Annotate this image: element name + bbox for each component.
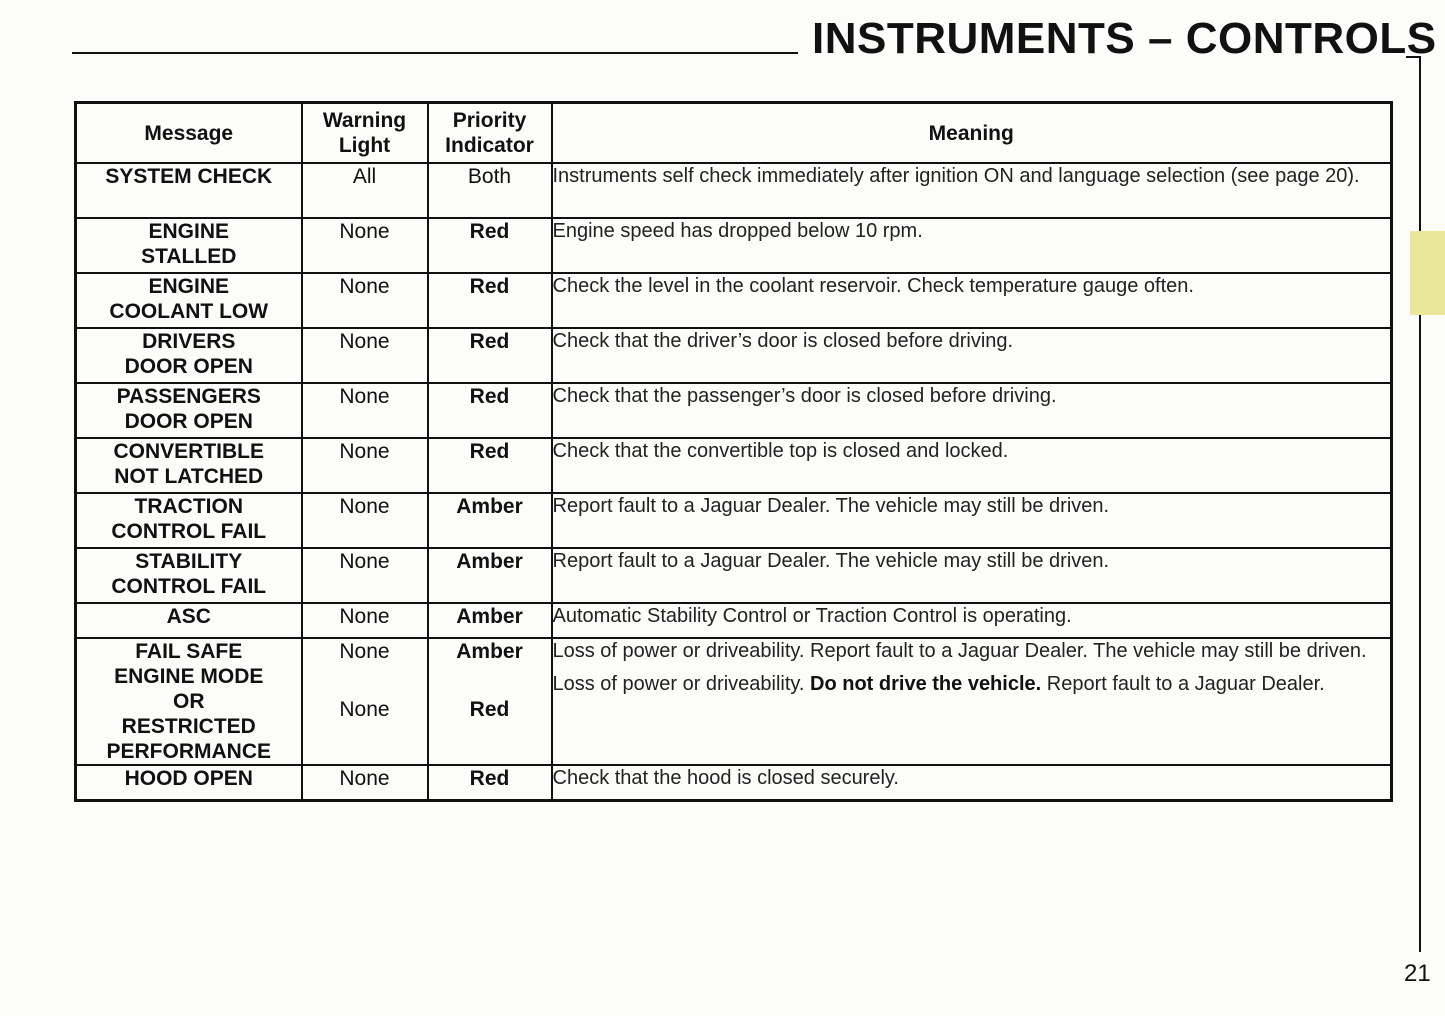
message-line: ASC: [166, 605, 211, 628]
header-priority-indicator: [428, 103, 552, 164]
header-rule: [72, 52, 798, 54]
warning-light-cell: None: [302, 548, 428, 603]
message-line: DRIVERS: [142, 330, 236, 353]
meaning-cell: Report fault to a Jaguar Dealer. The vehicle may still be driven.: [552, 493, 1392, 548]
message-cell: [76, 328, 302, 383]
meaning-text-with-emphasis: [553, 672, 1391, 697]
warning-light-cell: None: [302, 218, 428, 273]
table-row: [76, 493, 1392, 548]
message-line: HOOD OPEN: [124, 767, 253, 790]
table-row: [76, 218, 1392, 273]
message-line: COOLANT LOW: [109, 300, 269, 323]
message-cell: [76, 493, 302, 548]
warning-light-cell: None: [302, 383, 428, 438]
message-line: DOOR OPEN: [124, 410, 253, 433]
warning-light-cell: None: [302, 765, 428, 801]
warning-light-cell: None: [302, 438, 428, 493]
priority-value: Amber: [456, 640, 523, 663]
table-header-row: [76, 103, 1392, 164]
page-title: INSTRUMENTS – CONTROLS: [812, 14, 1437, 63]
priority-cell: Red: [428, 218, 552, 273]
spacer: [553, 664, 1391, 672]
spacer: [303, 664, 427, 697]
margin-rule: [1419, 56, 1421, 952]
table-row: [76, 765, 1392, 801]
message-cell: [76, 548, 302, 603]
message-cell: [76, 273, 302, 328]
header-meaning: Meaning: [552, 103, 1392, 164]
warning-light-cell: All: [302, 163, 428, 218]
message-cell: [76, 163, 302, 218]
message-line: PASSENGERS: [116, 385, 261, 408]
message-line: PERFORMANCE: [106, 740, 271, 763]
warning-light-cell: None: [302, 493, 428, 548]
table-row: [76, 163, 1392, 218]
meaning-cell: Engine speed has dropped below 10 rpm.: [552, 218, 1392, 273]
table-row: [76, 603, 1392, 638]
meaning-text-part: Loss of power or driveability.: [552, 673, 805, 695]
message-line: RESTRICTED: [121, 715, 256, 738]
message-cell: [76, 638, 302, 765]
message-line: FAIL SAFE: [135, 640, 243, 663]
header-priority-line: Indicator: [445, 134, 534, 157]
message-line: DOOR OPEN: [124, 355, 253, 378]
priority-cell: Both: [428, 163, 552, 218]
message-line: ENGINE: [148, 275, 229, 298]
meaning-warning-emphasis: Do not drive the vehicle.: [810, 673, 1042, 695]
priority-cell: Amber: [428, 548, 552, 603]
table-row: [76, 383, 1392, 438]
header-warning-light: [302, 103, 428, 164]
meaning-cell: Check the level in the coolant reservoir. Check temperature gauge often.: [552, 273, 1392, 328]
header-message: Message: [76, 103, 302, 164]
message-line: ENGINE: [148, 220, 229, 243]
section-tab-marker: [1410, 231, 1445, 315]
warning-light-cell: None: [302, 273, 428, 328]
meaning-cell: [552, 638, 1392, 765]
meaning-cell: Instruments self check immediately after ignition ON and language selection (see page 20).: [552, 163, 1392, 218]
message-line: ENGINE MODE: [114, 665, 264, 688]
meaning-cell: Check that the passenger’s door is closed before driving.: [552, 383, 1392, 438]
message-line: CONTROL FAIL: [111, 575, 267, 598]
message-line: CONVERTIBLE: [113, 440, 264, 463]
warning-light-cell: None: [302, 328, 428, 383]
message-cell: [76, 765, 302, 801]
priority-value: Red: [469, 698, 510, 721]
table-row: [76, 273, 1392, 328]
warning-light-value: None: [339, 698, 390, 721]
page-number: 21: [1404, 960, 1431, 987]
warning-light-cell: None: [302, 603, 428, 638]
message-line: OR: [173, 690, 205, 713]
priority-cell: [428, 638, 552, 765]
priority-cell: Red: [428, 273, 552, 328]
message-cell: [76, 383, 302, 438]
message-line: STALLED: [141, 245, 237, 268]
message-line: CONTROL FAIL: [111, 520, 267, 543]
priority-cell: Red: [428, 765, 552, 801]
header-warning-light-line: Warning: [322, 109, 407, 132]
messages-table: [74, 101, 1393, 802]
message-cell: [76, 438, 302, 493]
message-line: NOT LATCHED: [114, 465, 264, 488]
meaning-text-part: Report fault to a Jaguar Dealer.: [1046, 673, 1325, 695]
warning-light-value: None: [339, 640, 390, 663]
table-row: [76, 328, 1392, 383]
priority-cell: Amber: [428, 493, 552, 548]
table-row: [76, 548, 1392, 603]
priority-cell: Amber: [428, 603, 552, 638]
meaning-cell: Report fault to a Jaguar Dealer. The vehicle may still be driven.: [552, 548, 1392, 603]
message-line: SYSTEM CHECK: [105, 165, 273, 188]
warning-light-cell: [302, 638, 428, 765]
message-line: STABILITY: [135, 550, 243, 573]
meaning-cell: Check that the driver’s door is closed before driving.: [552, 328, 1392, 383]
header-priority-line: Priority: [452, 109, 527, 132]
meaning-cell: Check that the hood is closed securely.: [552, 765, 1392, 801]
meaning-cell: Check that the convertible top is closed and locked.: [552, 438, 1392, 493]
header-warning-light-line: Light: [338, 134, 391, 157]
priority-cell: Red: [428, 383, 552, 438]
message-cell: [76, 218, 302, 273]
message-cell: [76, 603, 302, 638]
message-line: TRACTION: [134, 495, 243, 518]
priority-cell: Red: [428, 438, 552, 493]
meaning-cell: Automatic Stability Control or Traction Control is operating.: [552, 603, 1392, 638]
table-row-fail-safe: [76, 638, 1392, 765]
meaning-text: Loss of power or driveability. Report fault to a Jaguar Dealer. The vehicle may still be driven.: [552, 640, 1367, 662]
spacer: [429, 664, 551, 697]
priority-cell: Red: [428, 328, 552, 383]
table-row: [76, 438, 1392, 493]
